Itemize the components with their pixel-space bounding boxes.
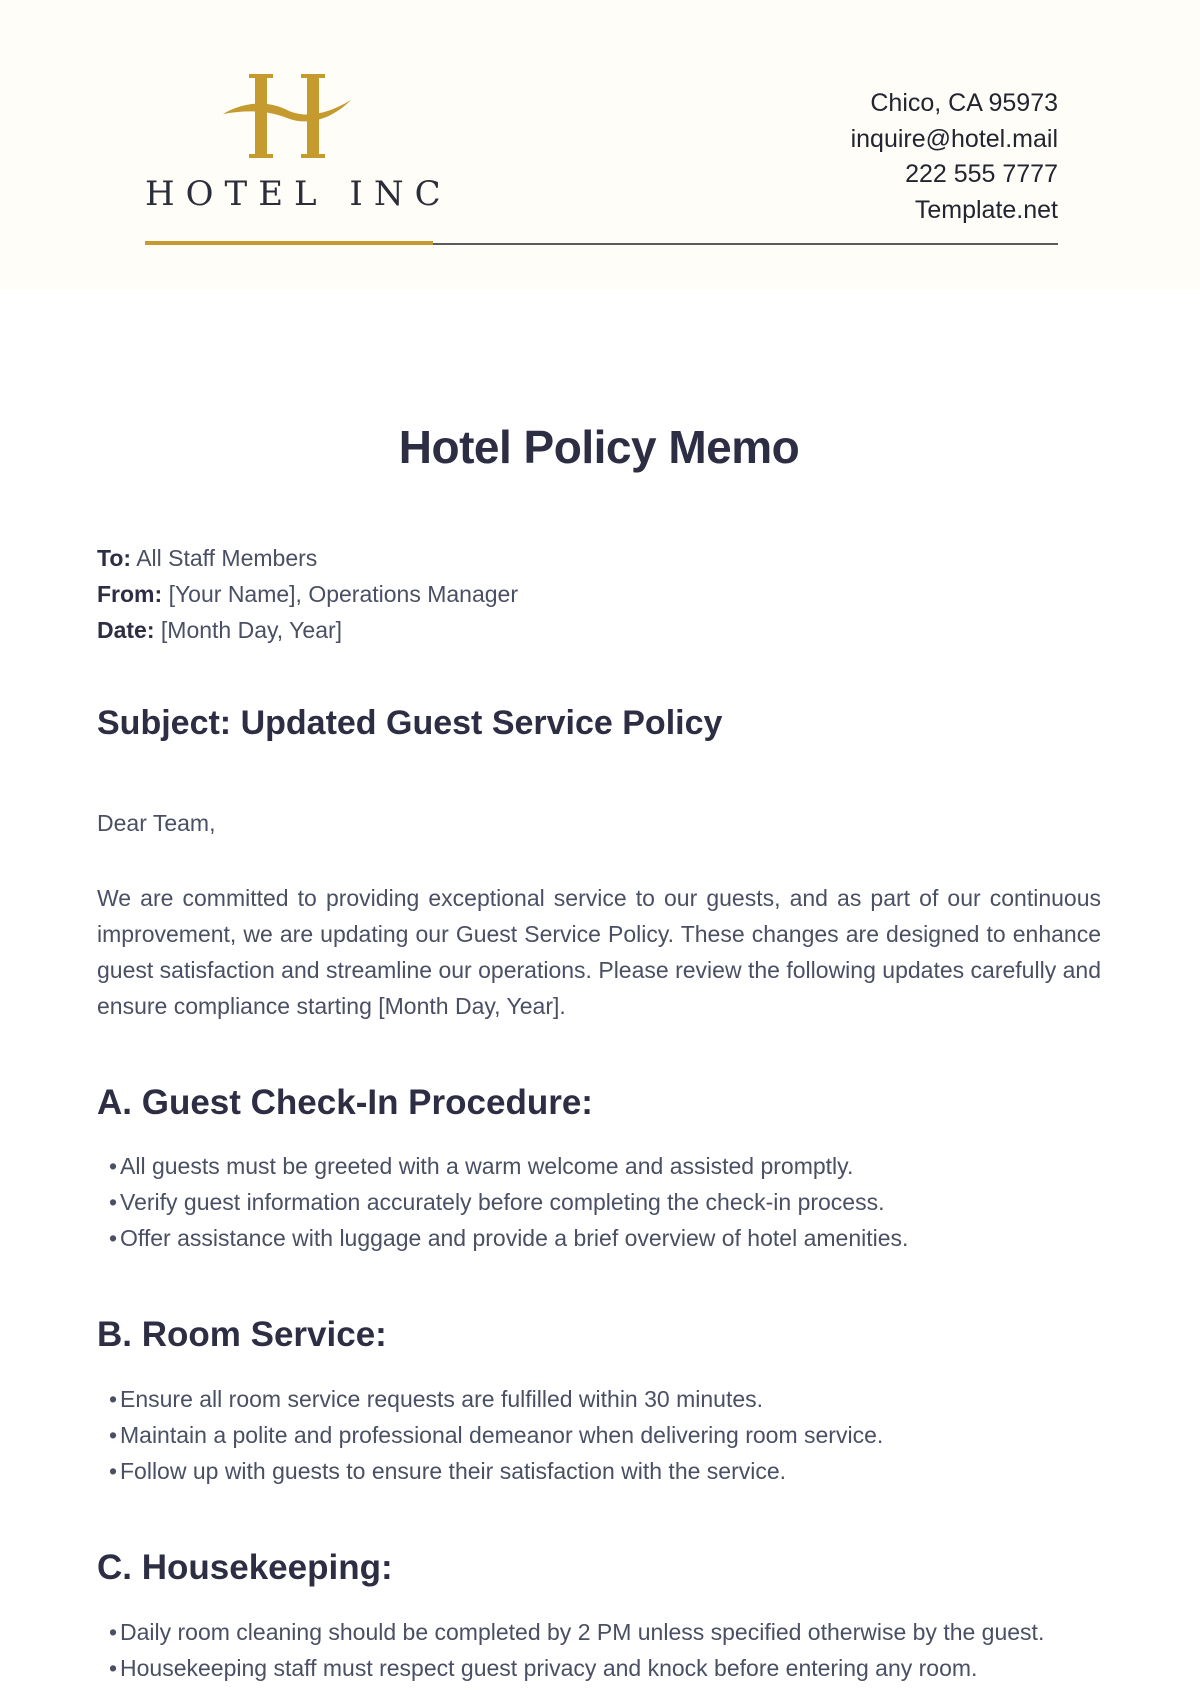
list-item: • Ensure all room service requests are fulfilled within 30 minutes.: [109, 1381, 1089, 1417]
hotel-h-logo-icon: [223, 70, 353, 162]
section-heading-housekeeping: C. Housekeeping:: [97, 1548, 393, 1587]
memo-date-label: Date:: [97, 617, 155, 643]
memo-greeting: Dear Team,: [97, 810, 216, 836]
section-list-housekeeping: [109, 1614, 1089, 1686]
list-item: • All guests must be greeted with a warm welcome and assisted promptly.: [109, 1148, 1089, 1184]
section-heading-room-service: B. Room Service:: [97, 1315, 387, 1354]
list-item: • Offer assistance with luggage and provide a brief overview of hotel amenities.: [109, 1220, 1089, 1256]
section-list-check-in: [109, 1148, 1089, 1256]
section-heading-check-in: A. Guest Check-In Procedure:: [97, 1083, 593, 1122]
memo-subject: Subject: Updated Guest Service Policy: [97, 704, 723, 742]
contact-block: [851, 86, 1058, 228]
memo-meta: [97, 540, 518, 648]
section-list-room-service: [109, 1381, 1089, 1489]
contact-email[interactable]: inquire@hotel.mail: [850, 124, 1058, 153]
logo-wordmark: HOTEL INC: [145, 174, 452, 214]
memo-date-value: [Month Day, Year]: [160, 617, 343, 643]
list-item: • Daily room cleaning should be completed by 2 PM unless specified otherwise by the guest.: [109, 1614, 1089, 1650]
hotel-logo: [145, 70, 452, 220]
page-title: Hotel Policy Memo: [398, 421, 800, 473]
memo-to: [97, 540, 518, 576]
memo-to-value: All Staff Members: [136, 545, 318, 571]
memo-to-label: To:: [97, 545, 132, 571]
list-item: • Verify guest information accurately before completing the check-in process.: [109, 1184, 1089, 1220]
memo-intro: We are committed to providing exceptional service to our guests, and as part of our continuous improvement, we are updating our Guest Service Policy. These changes are designed to enhance guest satisfaction and streamline our operations. Please review the following updates carefully and ensure compliance starting [Month Day, Year].: [97, 885, 1101, 1019]
memo-from-label: From:: [97, 581, 163, 607]
memo-from: [97, 576, 518, 612]
memo-from-value: [Your Name], Operations Manager: [168, 581, 519, 607]
header-divider-accent: [145, 241, 433, 245]
contact-phone: 222 555 7777: [905, 160, 1058, 188]
memo-date: [97, 612, 518, 648]
contact-address: Chico, CA 95973: [870, 89, 1058, 117]
letterhead: [0, 0, 1200, 290]
list-item: • Maintain a polite and professional demeanor when delivering room service.: [109, 1417, 1089, 1453]
list-item: • Housekeeping staff must respect guest privacy and knock before entering any room.: [109, 1650, 1089, 1686]
list-item: • Follow up with guests to ensure their satisfaction with the service.: [109, 1453, 1089, 1489]
contact-website[interactable]: Template.net: [914, 195, 1058, 224]
